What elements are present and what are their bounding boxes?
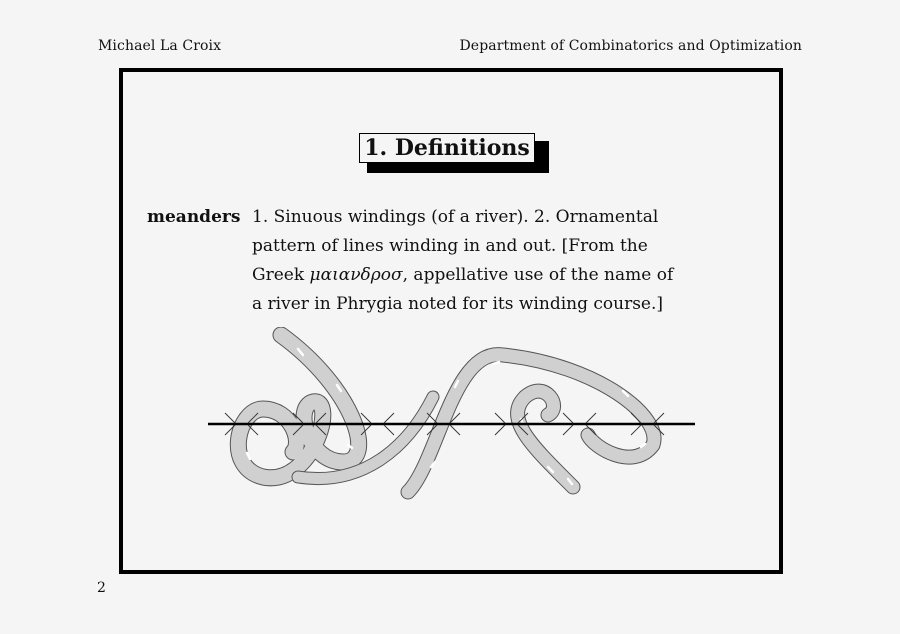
definition-line-2: pattern of lines winding in and out. [From the xyxy=(252,236,648,256)
definition-line-3b: , appellative use of the name of xyxy=(402,265,674,285)
definition-line-1: 1. Sinuous windings (of a river). 2. Ornamental xyxy=(252,207,659,227)
department-name: Department of Combinatorics and Optimization xyxy=(459,38,802,54)
definition-term: meanders xyxy=(147,207,241,227)
section-title-wrap xyxy=(359,133,535,163)
definition-text xyxy=(252,203,707,319)
definition-line-3 xyxy=(252,261,707,290)
meander-illustration xyxy=(203,327,703,507)
section-title: 1. Definitions xyxy=(359,133,535,163)
meander-river xyxy=(238,335,654,492)
page-number: 2 xyxy=(97,580,106,596)
slide-frame xyxy=(119,68,783,574)
greek-word: μαιανδροσ xyxy=(309,265,403,285)
page-header xyxy=(98,38,802,54)
author-name: Michael La Croix xyxy=(98,38,222,54)
definition-line-3a: Greek xyxy=(252,265,310,285)
definition-line-4: a river in Phrygia noted for its winding course.] xyxy=(252,294,664,314)
